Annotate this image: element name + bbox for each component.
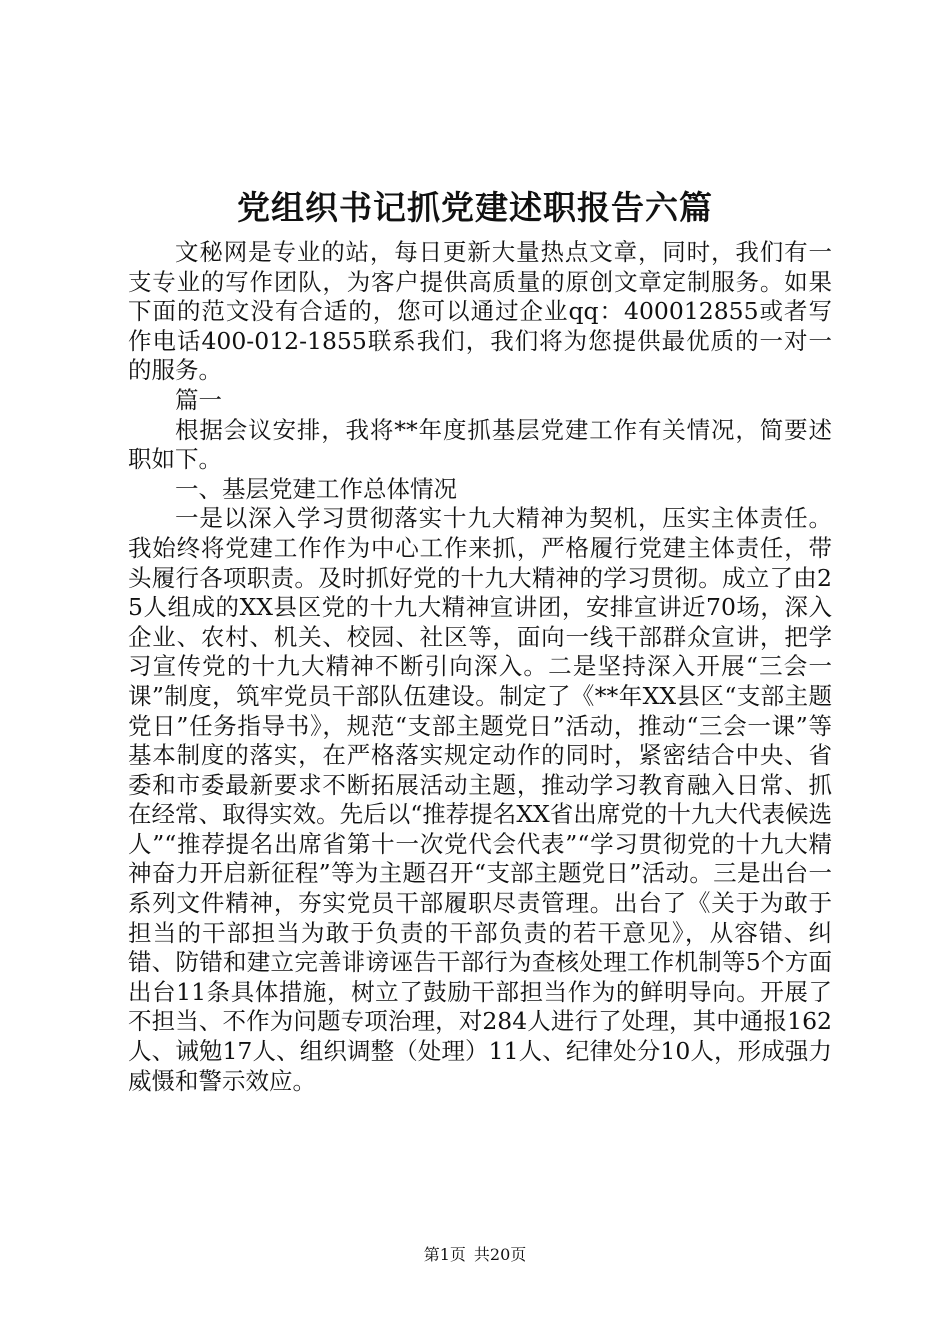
section-heading: 一、基层党建工作总体情况 <box>175 474 457 503</box>
document-body <box>128 238 832 1096</box>
intro-paragraph: 文秘网是专业的站，每日更新大量热点文章，同时，我们有一支专业的写作团队，为客户提供高质量的原创文章定制服务。如果下面的范文没有合适的，您可以通过企业qq：400012855或者写作电话400-012-1855联系我们，我们将为您提供最优质的一对一的服务。 <box>128 238 832 385</box>
opening-paragraph: 根据会议安排，我将**年度抓基层党建工作有关情况，简要述职如下。 <box>128 415 832 474</box>
page-number: 第1页 <box>423 1245 466 1264</box>
section-label: 篇一 <box>175 385 222 414</box>
page-footer <box>0 1245 950 1265</box>
page-total: 共20页 <box>473 1245 527 1264</box>
body-paragraph: 一是以深入学习贯彻落实十九大精神为契机，压实主体责任。我始终将党建工作作为中心工作来抓，严格履行党建主体责任，带头履行各项职责。及时抓好党的十九大精神的学习贯彻。成立了由25人组成的XX县区党的十九大精神宣讲团，安排宣讲近70场，深入企业、农村、机关、校园、社区等，面向一线干部群众宣讲，把学习宣传党的十九大精神不断引向深入。二是坚持深入开展“三会一课”制度，筑牢党员干部队伍建设。制定了《**年XX县区“支部主题党日”任务指导书》，规范“支部主题党日”活动，推动“三会一课”等基本制度的落实，在严格落实规定动作的同时，紧密结合中央、省委和市委最新要求不断拓展活动主题，推动学习教育融入日常、抓在经常、取得实效。先后以“推荐提名XX省出席党的十九大代表候选人”“推荐提名出席省第十一次党代会代表”“学习贯彻党的十九大精神奋力开启新征程”等为主题召开“支部主题党日”活动。三是出台一系列文件精神，夯实党员干部履职尽责管理。出台了《关于为敢于担当的干部担当为敢于负责的干部负责的若干意见》，从容错、纠错、防错和建立完善诽谤诬告干部行为查核处理工作机制等5个方面出台11条具体措施，树立了鼓励干部担当作为的鲜明导向。开展了不担当、不作为问题专项治理，对284人进行了处理，其中通报162人、诫勉17人、组织调整（处理）11人、纪律处分10人，形成强力威慑和警示效应。 <box>128 504 832 1095</box>
document-title: 党组织书记抓党建述职报告六篇 <box>237 188 713 227</box>
